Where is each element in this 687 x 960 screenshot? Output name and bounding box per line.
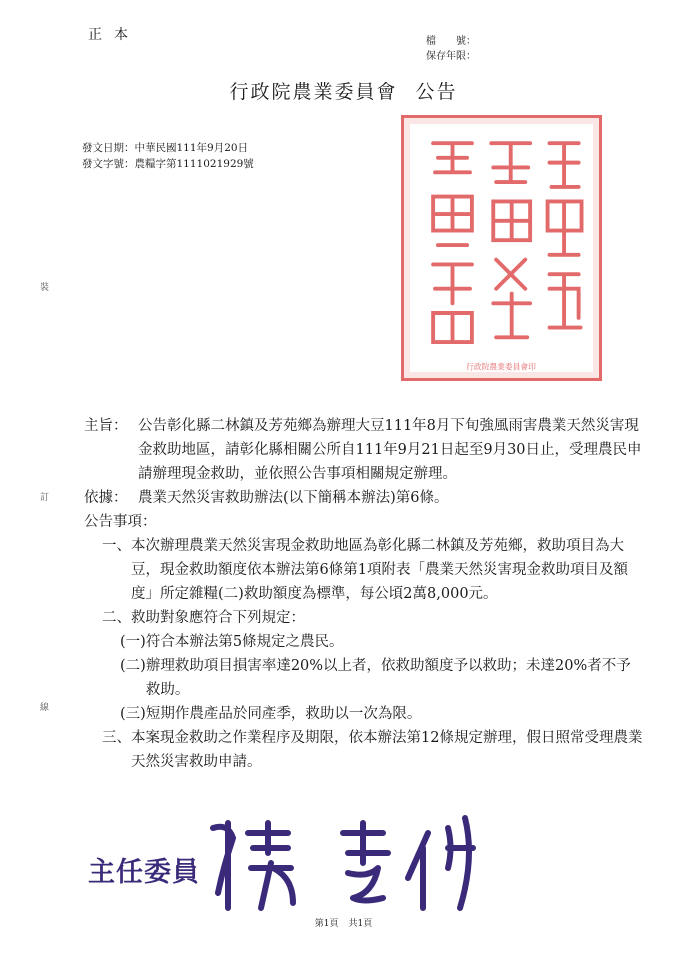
item-text: 救助對象應符合下列規定： [131, 610, 305, 626]
copy-mark: 正本 [88, 27, 140, 43]
notice-label: 公告事項： [84, 514, 157, 530]
item-text: 本次辦理農業天然災害現金救助地區為彰化縣二林鎮及芳苑鄉，救助項目為大豆，現金救助額度依本辦法第6條第1項附表「農業天然災害現金救助項目及額度」所定雜糧(二)救助額度為標準，每公頃2萬8,000元。 [131, 538, 628, 602]
page-title [0, 77, 687, 104]
file-info [426, 34, 476, 64]
sub-number: (三) [120, 706, 146, 722]
sub-text: 短期作農產品於同產季，救助以一次為限。 [145, 706, 422, 722]
agency-name: 行政院農業委員會 [229, 81, 398, 103]
doc-type: 公告 [415, 81, 458, 103]
item-number: 二、 [102, 610, 131, 626]
date-label: 發文日期： [82, 142, 135, 154]
item-text: 本案現金救助之作業程序及期限，依本辦法第12條規定辦理，假日照常受理農業天然災害救助申請。 [131, 730, 643, 770]
notice-sub-1 [84, 630, 644, 654]
seal-caption: 行政院農業委員會印 [466, 362, 536, 372]
sub-text: 辦理救助項目損害率達20%以上者，依救助額度予以救助；未達20%者不予救助。 [145, 658, 631, 698]
page-number: 第1頁 [314, 919, 339, 929]
notice-sub-2 [84, 654, 644, 702]
sub-number: (二) [120, 658, 146, 674]
subject-text: 公告彰化縣二林鎮及芳苑鄉為辦理大豆111年8月下旬強風雨害農業天然災害現金救助地區，請彰化縣相關公所自111年9月21日起至9月30日止，受理農民申請辦理現金救助，並依照公告事項相關規定辦理。 [138, 418, 642, 482]
binding-mark-1: 裝 [40, 283, 50, 293]
item-number: 一、 [102, 538, 131, 554]
document-meta [82, 140, 254, 172]
binding-mark-2: 訂 [40, 493, 50, 503]
page-footer [0, 916, 687, 929]
signature-block [88, 808, 448, 918]
notice-item-3 [84, 726, 644, 774]
sub-number: (一) [120, 634, 146, 650]
basis-label: 依據： [84, 490, 128, 506]
seal-glyphs-icon [404, 118, 599, 378]
body-content [84, 414, 644, 774]
file-no-label: 檔 號： [426, 36, 476, 47]
sub-text: 符合本辦法第5條規定之農民。 [145, 634, 344, 650]
notice-item-1 [84, 534, 644, 606]
subject-section [84, 414, 644, 486]
official-seal [401, 115, 602, 381]
ref-value: 農糧字第1111021929號 [134, 158, 254, 170]
ref-label: 發文字號： [82, 158, 135, 170]
binding-mark-3: 線 [40, 703, 50, 713]
subject-label: 主旨： [84, 418, 128, 434]
handwritten-signature-icon [203, 808, 503, 918]
basis-text: 農業天然災害救助辦法(以下簡稱本辦法)第6條。 [138, 490, 449, 506]
item-number: 三、 [102, 730, 131, 746]
notice-sub-3 [84, 702, 644, 726]
signatory-title: 主任委員 [88, 857, 200, 888]
date-value: 中華民國111年9月20日 [134, 142, 249, 154]
retention-label: 保存年限： [426, 51, 476, 62]
notice-item-2 [84, 606, 644, 630]
page-total: 共1頁 [348, 919, 373, 929]
basis-section [84, 486, 644, 510]
